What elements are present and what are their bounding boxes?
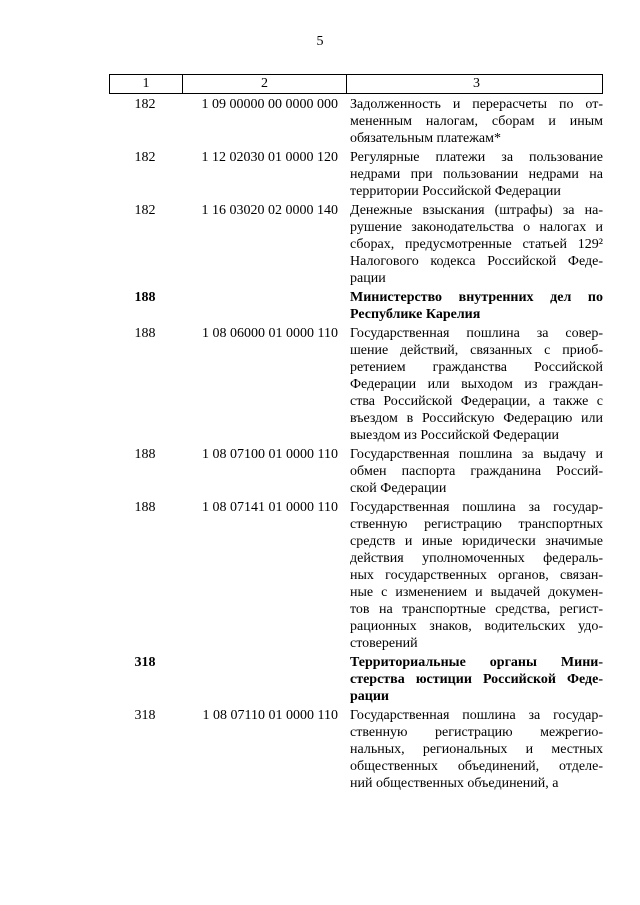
description-line: Государственная пошлина за государ-	[350, 708, 603, 723]
budget-classification-code: 1 08 07141 01 0000 110	[202, 500, 338, 515]
revenue-description	[344, 202, 603, 287]
description-line: Задолженность и перерасчеты по от-	[350, 97, 603, 112]
budget-classification-code: 1 09 00000 00 0000 000	[201, 97, 338, 112]
description-line: ства Российской Федерации, а также с	[350, 394, 603, 409]
description-line: действия уполномоченных федераль-	[350, 551, 603, 566]
description-line: Регулярные платежи за пользование	[350, 150, 603, 165]
budget-classification-code	[181, 654, 344, 705]
table-header	[109, 74, 603, 94]
header-col-1: 1	[110, 75, 183, 93]
description-line: общественных объединений, отделе-	[350, 759, 603, 774]
table-body	[109, 96, 603, 792]
revenue-description	[344, 96, 603, 147]
description-line: сборах, предусмотренные статьей 129²	[350, 237, 603, 252]
admin-code: 182	[134, 97, 156, 112]
admin-code: 188	[134, 290, 156, 305]
description-line: рации	[350, 271, 386, 286]
budget-classification-code: 1 08 07110 01 0000 110	[202, 708, 338, 723]
description-line: въездом в Российскую Федерацию или	[350, 411, 603, 426]
budget-classification-code	[181, 289, 344, 323]
description-line: Налогового кодекса Российской Феде-	[350, 254, 603, 269]
budget-classification-code: 1 08 07100 01 0000 110	[202, 447, 338, 462]
description-line: Государственная пошлина за выдачу и	[350, 447, 603, 462]
admin-code: 182	[134, 203, 156, 218]
description-line: Денежные взыскания (штрафы) за на-	[350, 203, 603, 218]
description-line: Государственная пошлина за совер-	[350, 326, 603, 341]
description-line: обязательным платежам*	[350, 131, 501, 146]
revenue-description	[344, 654, 603, 705]
table-group-row	[109, 289, 603, 323]
description-line: ской Федерации	[350, 481, 447, 496]
description-line: рационных знаков, водительских удо-	[350, 619, 603, 634]
description-line: территории Российской Федерации	[350, 184, 561, 199]
admin-code: 318	[134, 708, 156, 723]
description-line: мененным налогам, сборам и иным	[350, 114, 603, 129]
revenue-description	[344, 446, 603, 497]
budget-classification-code: 1 12 02030 01 0000 120	[201, 150, 338, 165]
description-line: рушение законодательства о налогах и	[350, 220, 603, 235]
table-row	[109, 446, 603, 497]
revenue-description	[344, 289, 603, 323]
description-line: обмен паспорта гражданина Россий-	[350, 464, 603, 479]
description-line: стерства юстиции Российской Феде-	[350, 672, 603, 687]
page-number: 5	[316, 34, 324, 49]
header-col-3: 3	[473, 76, 480, 91]
budget-classification-code: 1 08 06000 01 0000 110	[202, 326, 338, 341]
description-line: тов на транспортные средства, регист-	[350, 602, 603, 617]
description-line: Государственная пошлина за государ-	[350, 500, 603, 515]
revenue-description	[344, 707, 603, 792]
admin-code: 182	[134, 150, 156, 165]
description-line: ные с изменением и выдачей докумен-	[350, 585, 603, 600]
description-line: недрами при пользовании недрами на	[350, 167, 603, 182]
description-line: ретением гражданства Российской	[350, 360, 603, 375]
description-line: Территориальные органы Мини-	[350, 655, 603, 670]
description-line: ственную регистрацию межрегио-	[350, 725, 603, 740]
revenue-description	[344, 149, 603, 200]
admin-code: 318	[134, 655, 156, 670]
description-line: рации	[350, 689, 389, 704]
table-row	[109, 325, 603, 444]
description-line: ственную регистрацию транспортных	[350, 517, 603, 532]
table-row	[109, 96, 603, 147]
description-line: Республике Карелия	[350, 307, 481, 322]
table-row	[109, 149, 603, 200]
description-line: Федерации или выходом из граждан-	[350, 377, 603, 392]
description-line: Министерство внутренних дел по	[350, 290, 603, 305]
budget-classification-code: 1 16 03020 02 0000 140	[201, 203, 338, 218]
description-line: выездом из Российской Федерации	[350, 428, 560, 443]
admin-code: 188	[134, 326, 156, 341]
header-col-2: 2	[183, 75, 347, 93]
table-row	[109, 202, 603, 287]
revenue-table	[109, 74, 603, 792]
revenue-description	[344, 499, 603, 652]
admin-code: 188	[134, 500, 156, 515]
description-line: ных государственных органов, связан-	[350, 568, 603, 583]
admin-code: 188	[134, 447, 156, 462]
table-row	[109, 499, 603, 652]
description-line: шение действий, связанных с приоб-	[350, 343, 603, 358]
table-row	[109, 707, 603, 792]
description-line: средств и иные юридически значимые	[350, 534, 603, 549]
description-line: стоверений	[350, 636, 418, 651]
description-line: нальных, региональных и местных	[350, 742, 603, 757]
table-group-row	[109, 654, 603, 705]
revenue-description	[344, 325, 603, 444]
description-line: ний общественных объединений, а	[350, 776, 559, 791]
